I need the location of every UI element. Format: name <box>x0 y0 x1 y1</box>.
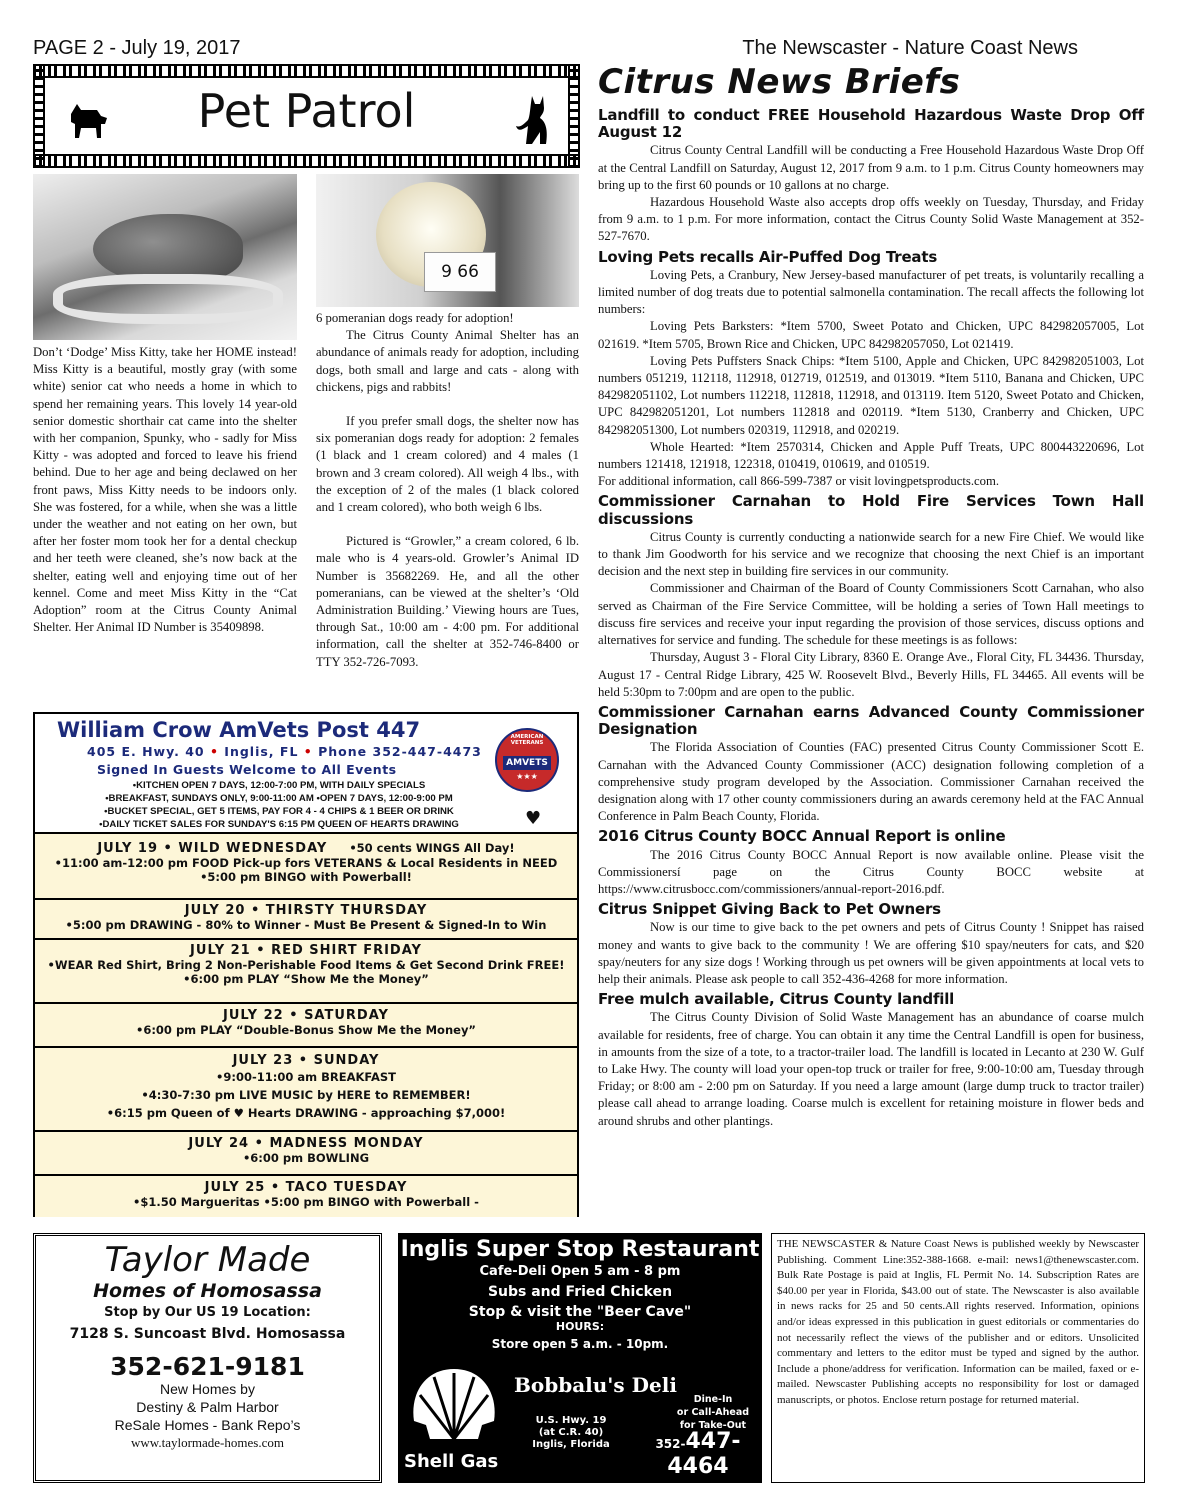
phone-number: 447-4464 <box>667 1429 741 1479</box>
dog-paragraph: The Citrus County Animal Shelter has an abundance of animals ready for adoption, including dogs, both small and large and cats - along with chickens, pigs and rabbits! <box>316 328 579 394</box>
briefs-column <box>598 104 1144 1130</box>
inglis-line: Cafe-Deli Open 5 am - 8 pm <box>479 1264 681 1279</box>
dog-paragraph: If you prefer small dogs, the shelter now has six pomeranian dogs ready for adoption: 2 females (1 black and 1 cream colored) and 4 males (1 brown and 3 cream colored). All weigh 4 lbs., with the exception of 2 of the males (1 black colored and 1 cream colored), who both weigh 6 lbs. <box>316 414 579 515</box>
day-line: •6:00 pm PLAY “Show Me the Money” <box>183 972 429 986</box>
taylor-line: New Homes by <box>160 1381 255 1397</box>
dog-caption: 6 pomeranian dogs ready for adoption! <box>316 311 514 325</box>
badge-stars: ★★★ <box>516 772 538 781</box>
taylor-subtitle: Homes of Homosassa <box>93 1280 322 1302</box>
amvets-title: William Crow AmVets Post 447 <box>57 718 421 742</box>
taylor-title: Taylor Made <box>104 1240 311 1280</box>
day-heading: JULY 24 • MADNESS MONDAY <box>188 1136 424 1151</box>
amvets-header <box>35 714 577 832</box>
masthead-text: THE NEWSCASTER & Nature Coast News is published weekly by Newscaster Publishing. Comment Line:352-388-1668. e-mail: news1@thenewscaster.com. Bulk Rate Postage is paid at Inglis, FL Permit No. 14. Subscription Rates are $40.00 per year in Florida, $43.00 out of state. The Newscaster is also available in news racks for 25 and 50 cents.All rights reserved. Information, opinions and/or ideas expressed in this publication in guest editorials or commentaries do not necessarily reflect the views of the publisher and or editors. Unsolicited commentary and letters to the editor must be typed and signed by the author. Include a phone/address for verification. Information can be mailed, faxed or e-mailed. Newscaster Publishing accepts no responsibility for lost or damaged manuscripts, or photos. Enclose return postage for returned material. <box>777 1238 1139 1406</box>
day-line: •6:00 pm PLAY “Double-Bonus Show Me the Money” <box>135 1023 476 1037</box>
day-heading: JULY 21 • RED SHIRT FRIDAY <box>190 943 422 958</box>
day-heading: JULY 22 • SATURDAY <box>223 1008 389 1023</box>
day-line: •WEAR Red Shirt, Bring 2 Non-Perishable Food Items & Get Second Drink FREE! <box>47 958 565 972</box>
day-line: •6:15 pm Queen of ♥ Hearts DRAWING - approaching $7,000! <box>106 1106 506 1120</box>
taylor-line: Destiny & Palm Harbor <box>136 1399 279 1415</box>
address-phone: Phone 352-447-4473 <box>318 744 482 759</box>
amvets-day-row <box>35 1130 577 1176</box>
brief-paragraph: Whole Hearted: *Item 2570314, Chicken and Apple Puff Treats, UPC 800443220696, Lot numbers 121418, 121918, 122318, 010419, 010619, and 010519. <box>598 439 1144 472</box>
cat-icon <box>510 92 552 148</box>
pet-patrol-banner <box>33 64 580 168</box>
address-line: U.S. Hwy. 19 <box>535 1415 607 1426</box>
inglis-line: HOURS: <box>555 1320 605 1333</box>
page-number: PAGE 2 - July 19, 2017 <box>33 37 241 59</box>
publication-name: The Newscaster - Nature Coast News <box>742 37 1078 59</box>
shell-logo-icon <box>406 1365 502 1445</box>
info-line: •BREAKFAST, SUNDAYS ONLY, 9:00-11:00 AM •OPEN 7 DAYS, 12:00-9:00 PM <box>105 793 453 804</box>
amvets-welcome: Signed In Guests Welcome to All Events <box>97 762 397 777</box>
dine-options <box>663 1393 763 1432</box>
taylor-made-ad <box>33 1233 382 1483</box>
dog-id-sign: 9 66 <box>424 252 496 292</box>
pet-patrol-title: Pet Patrol <box>197 84 416 138</box>
day-heading: JULY 25 • TACO TUESDAY <box>204 1180 408 1195</box>
brief-paragraph: Hazardous Household Waste also accepts drop offs weekly on Tuesday, Thursday, and Friday from 9 a.m. to 1 p.m. For more information, contact the Citrus County Solid Waste Management at 352-527-7670. <box>598 195 1144 244</box>
address-street: 405 E. Hwy. 40 <box>87 744 205 759</box>
inglis-location <box>516 1415 626 1451</box>
brief-headline: Loving Pets recalls Air-Puffed Dog Treats <box>598 247 938 266</box>
brief-paragraph: For additional information, call 866-599-7387 or visit lovingpetsproducts.com. <box>598 474 1000 489</box>
amvets-badge <box>495 728 559 792</box>
inglis-ad <box>398 1233 762 1483</box>
amvets-day-row <box>35 832 577 900</box>
day-heading: JULY 23 • SUNDAY <box>232 1053 380 1068</box>
inglis-title: Inglis Super Stop Restaurant <box>400 1237 760 1262</box>
day-line: •4:30-7:30 pm LIVE MUSIC by HERE to REMEMBER! <box>141 1088 471 1102</box>
taylor-line: Stop by Our US 19 Location: <box>104 1305 311 1320</box>
brief-paragraph: The Citrus County Division of Solid Waste Management has an abundance of coarse mulch available for residents, free of charge. You can obtain it any time the Central Landfill is open for business, in amounts from the size of a tote, to a tractor-trailer load. The landfill is located in Lecanto at 230 W. Gulf to Lake Hwy. The county will load your open-top truck or trailer for free, 9:00-10:00 am, Tuesday through Friday; or 8:00 am - 2:00 pm on Saturday. If you need a large amount (large dump truck to tractor trailer) please call ahead to arrange loading. Coarse mulch is excellent for retaining moisture in flower beds and around shrubs and other plantings. <box>598 1010 1144 1128</box>
day-line: •5:00 pm BINGO with Powerball! <box>200 870 412 884</box>
taylor-website: www.taylormade-homes.com <box>131 1435 284 1450</box>
day-heading: JULY 20 • THIRSTY THURSDAY <box>184 903 428 918</box>
amvets-day-row <box>35 1002 577 1048</box>
brief-paragraph: The Florida Association of Counties (FAC) presented Citrus County Commissioner Scott E. Carnahan with the Advanced County Commissioner (ACC) designation following completion of a comprehensive study program developed by the Association. Commissioner Carnahan received the designation along with 17 other county commissioners during an awards ceremony held at the FAC Annual Conference in Palm Beach County, Florida. <box>598 740 1144 824</box>
dine-line: Dine-In <box>693 1394 733 1405</box>
info-line: •DAILY TICKET SALES FOR SUNDAY'S 6:15 PM QUEEN OF HEARTS DRAWING <box>99 819 459 830</box>
day-heading: JULY 19 • WILD WEDNESDAY <box>97 841 328 856</box>
amvets-info <box>59 779 499 831</box>
brief-paragraph: Loving Pets, a Cranbury, New Jersey-based manufacturer of pet treats, is voluntarily recalling a limited number of dog treats due to potential salmonella contamination. The recall affects the following lot numbers: <box>598 267 1144 317</box>
badge-label: AMVETS <box>503 756 551 770</box>
cat-article <box>33 344 297 636</box>
day-line: •5:00 pm DRAWING - 80% to Winner - Must Be Present & Signed-In to Win <box>65 918 547 932</box>
brief-paragraph: Thursday, August 3 - Floral City Library, 8360 E. Orange Ave., Floral City, FL 34436. Thursday, August 17 - Central Ridge Library, 425 W. Roosevelt Blvd., Beverly Hills, FL 34465. All events will be held 5:30pm to 7:00pm and are open to the public. <box>598 650 1144 699</box>
brief-headline: Free mulch available, Citrus County landfill <box>598 990 955 1009</box>
address-city: Inglis, FL <box>224 744 299 759</box>
heart-icon: ♥ <box>525 808 542 829</box>
brief-paragraph: The 2016 Citrus County BOCC Annual Report is now available online. Please visit the Commissionersí page on the Citrus County BOCC website at https://www.citrusbocc.com/commissioners/annual-report-2016.pdf. <box>598 847 1144 896</box>
day-special: •50 cents WINGS All Day! <box>349 841 515 855</box>
inglis-phone <box>634 1429 762 1479</box>
brief-paragraph: Now is our time to give back to the pet owners and pets of Citrus County ! Snippet has raised money and wants to give back to the community ! We are offering $10 spay/neuters for cats, and $20 spay/neuters for any size dogs ! Working through us pet owners will be given appointments at local vets to help their animals. Please ask people to call 352-436-4268 for more information. <box>598 920 1144 986</box>
taylor-line: ReSale Homes - Bank Repo’s <box>114 1417 301 1433</box>
day-line: •6:00 pm BOWLING <box>242 1151 370 1165</box>
brief-headline: Commissioner Carnahan to Hold Fire Services Town Hall discussions <box>598 492 1144 528</box>
day-line: •$1.50 Margueritas •5:00 pm BINGO with Powerball - <box>133 1195 479 1209</box>
amvets-day-row <box>35 1174 577 1217</box>
day-line: •11:00 am-12:00 pm FOOD Pick-up fors VETERANS & Local Residents in NEED <box>54 856 558 870</box>
dine-line: for Take-Out <box>679 1420 747 1431</box>
phone-prefix: 352- <box>655 1437 686 1451</box>
brief-paragraph: Citrus County is currently conducting a nationwide search for a new Fire Chief. We would like to thank Jim Goodworth for his service and we recognize that choosing the next Chief is an important decision and the next step in building fire services in our community. <box>598 529 1144 579</box>
inglis-line: Subs and Fried Chicken <box>487 1284 673 1300</box>
brief-paragraph: Commissioner and Chairman of the Board of County Commissioners Scott Carnahan, who also served as Chairman of the Fire Service Committee, will be holding a series of Town Hall meetings to discuss fire services and receive your input regarding the provision of those services, discuss options and alternatives for service and funding. The schedule for these meetings is as follows: <box>598 581 1144 648</box>
taylor-address: 7128 S. Suncoast Blvd. Homosassa <box>69 1326 346 1342</box>
address-line: (at C.R. 40) <box>538 1427 604 1438</box>
amvets-day-row <box>35 1046 577 1132</box>
brief-paragraph: Loving Pets Puffsters Snack Chips: *Item 5100, Apple and Chicken, UPC 842982051003, Lot numbers 051219, 112118, 112918, 012719, 012519, and 013019. *Item 5110, Banana and Chicken, UPC 842982051102, Lot numbers 112218, 112818, 112918, and 013119. Item 5120, Sweet Potato and Chicken, UPC 842982051201, Lot numbers 112818 and 020119. *Item 5130, Cranberry and Chicken, UPC 842982051300, Lot numbers 020319, 112918, and 020219. <box>598 353 1144 437</box>
amvets-address: 405 E. Hwy. 40 • Inglis, FL • Phone 352-447-4473 <box>87 744 482 759</box>
dog-photo <box>316 174 579 307</box>
dine-line: or Call-Ahead <box>676 1407 750 1418</box>
cat-article-text: Don’t ‘Dodge’ Miss Kitty, take her HOME instead! Miss Kitty is a beautiful, mostly gray (with some white) senior cat who needs a home in which to spend her remaining years. This lovely 14 year-old senior domestic shorthair cat came into the shelter with her companion, Spunky, who - sadly for Miss Kitty - was adopted and forced to leave his friend behind. Due to her age and being declawed on her front paws, Miss Kitty needs to be indoors only. She was fostered, for a while, when she was a little under the weather and not eating on her own, but after her foster mom took her for a dental checkup and her teeth were cleaned, she’s now back at the shelter, eating well and enjoying time out of her kennel. Come and meet Miss Kitty in the “Cat Adoption” room at the Citrus County Animal Shelter. Her Animal ID Number is 35409898. <box>33 345 297 635</box>
brief-paragraph: Loving Pets Barksters: *Item 5700, Sweet Potato and Chicken, UPC 842982057005, Lot 021619. *Item 5705, Brown Rice and Chicken, UPC 842982057050, Lot 021419. <box>598 319 1144 351</box>
amvets-day-row <box>35 938 577 1004</box>
deli-name: Bobbalu's Deli <box>514 1373 677 1397</box>
amvets-ad <box>33 712 579 1217</box>
day-line: •9:00-11:00 am BREAKFAST <box>216 1070 396 1084</box>
brief-paragraph: Citrus County Central Landfill will be conducting a Free Household Hazardous Waste Drop Off at the Central Landfill on Saturday, August 12, 2017 from 9 a.m. to 1 p.m. Citrus County homeowners may bring up to the first 60 pounds or 10 gallons at no charge. <box>598 143 1144 192</box>
cat-photo <box>33 174 297 340</box>
brief-headline: Landfill to conduct FREE Household Hazardous Waste Drop Off August 12 <box>598 106 1144 142</box>
info-line: •BUCKET SPECIAL, GET 5 ITEMS, PAY FOR 4 - 4 CHIPS & 1 BEER OR DRINK <box>104 806 454 817</box>
inglis-line: Store open 5 a.m. - 10pm. <box>491 1337 669 1351</box>
info-line: •KITCHEN OPEN 7 DAYS, 12:00-7:00 PM, WITH DAILY SPECIALS <box>132 780 426 791</box>
badge-text: AMERICAN VETERANS <box>510 734 544 746</box>
brief-headline: Citrus Snippet Giving Back to Pet Owners <box>598 900 941 919</box>
address-line: Inglis, Florida <box>532 1439 610 1450</box>
taylor-phone: 352-621-9181 <box>110 1352 305 1381</box>
inglis-line: Stop & visit the "Beer Cave" <box>468 1304 692 1320</box>
dog-article <box>316 310 579 671</box>
amvets-day-row <box>35 898 577 940</box>
brief-headline: Commissioner Carnahan earns Advanced County Commissioner Designation <box>598 702 1144 739</box>
masthead-note <box>771 1233 1145 1483</box>
dog-paragraph: Pictured is “Growler,” a cream colored, 6 lb. male who is 4 years-old. Growler’s Animal ID Number is 35682269. He, and all the other pomeranians, can be viewed at the shelter’s ‘Old Administration Building.’ Viewing hours are Tues, through Sat., 10:00 am - 4:00 pm. For additional information, call the shelter at 352-746-8400 or TTY 352-726-7093. <box>316 534 579 669</box>
briefs-title: Citrus News Briefs <box>598 62 961 102</box>
shell-gas-label: Shell Gas <box>404 1451 499 1472</box>
brief-headline: 2016 Citrus County BOCC Annual Report is online <box>598 827 1006 846</box>
cat-bed <box>53 274 283 324</box>
